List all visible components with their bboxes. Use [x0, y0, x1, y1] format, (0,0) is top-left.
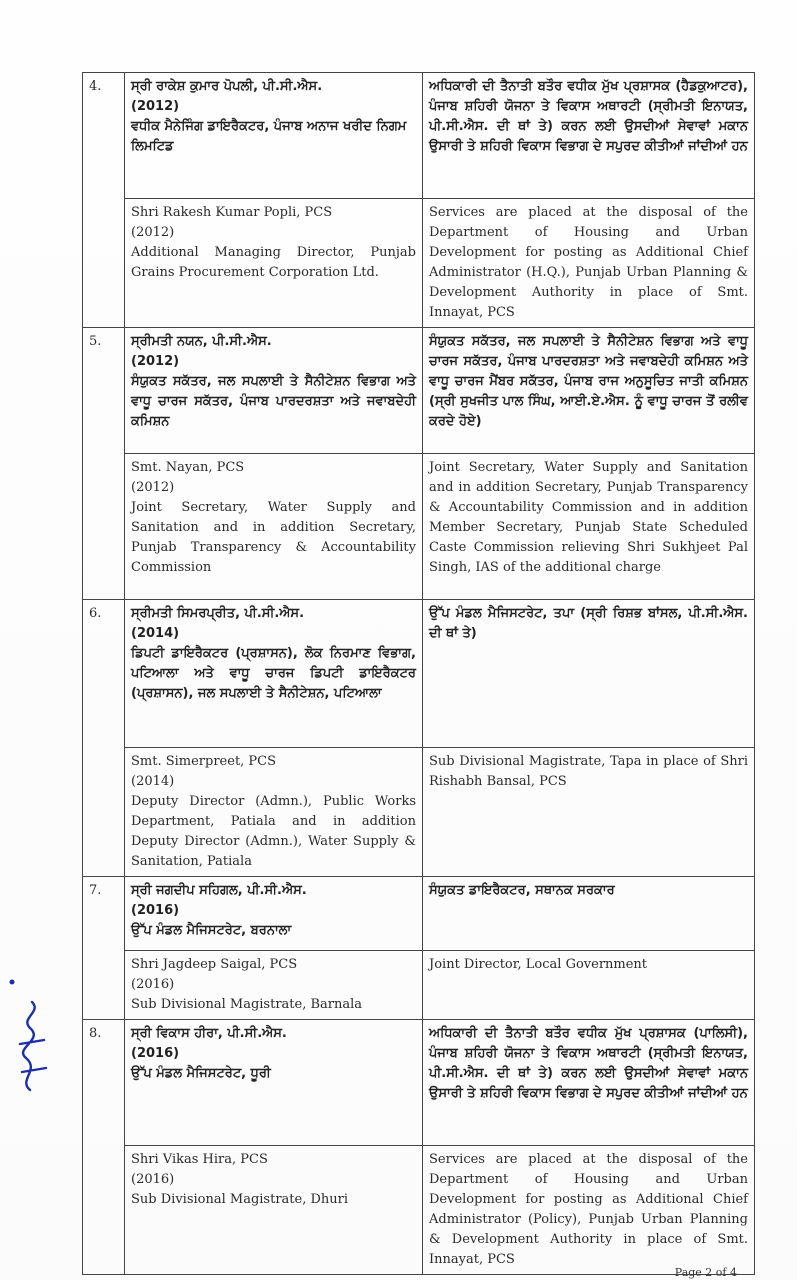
new-posting-english: Services are placed at the disposal of the Department of Housing and Urban Development for posting as Additional Chief Administrator (Policy), Punjab Urban Planning & Development Authority in place of Smt. Innayat, PCS — [423, 1146, 755, 1275]
current-post: Additional Managing Director, Punjab Grains Procurement Corporation Ltd. — [131, 245, 416, 280]
officer-name: Smt. Nayan, PCS — [131, 460, 245, 475]
current-post: Sub Divisional Magistrate, Dhuri — [131, 1192, 349, 1207]
handwritten-signature — [0, 960, 60, 1100]
batch-year: (2016) — [131, 903, 180, 918]
officer-name: ਸ੍ਰੀ ਵਿਕਾਸ ਹੀਰਾ, ਪੀ.ਸੀ.ਐਸ. — [131, 1026, 287, 1041]
current-post: ਵਧੀਕ ਮੈਨੇਜਿੰਗ ਡਾਇਰੈਕਟਰ, ਪੰਜਾਬ ਅਨਾਜ ਖਰੀਦ ਨਿਗਮ ਲਿਮਟਿਡ — [131, 119, 407, 154]
batch-year: (2014) — [131, 774, 175, 789]
new-posting-punjabi: ਸੰਯੁਕਤ ਡਾਇਰੈਕਟਰ, ਸਥਾਨਕ ਸਰਕਾਰ — [423, 877, 755, 951]
table-row — [83, 877, 755, 951]
table-row — [83, 748, 755, 877]
table-row — [83, 1146, 755, 1275]
officer-name-english — [125, 748, 423, 877]
officer-name: ਸ੍ਰੀ ਰਾਕੇਸ਼ ਕੁਮਾਰ ਪੋਪਲੀ, ਪੀ.ਸੀ.ਐਸ. — [131, 79, 323, 94]
officer-name-punjabi — [125, 1020, 423, 1146]
batch-year: (2016) — [131, 1046, 180, 1061]
table-row — [83, 600, 755, 748]
officer-name: ਸ੍ਰੀਮਤੀ ਸਿਮਰਪ੍ਰੀਤ, ਪੀ.ਸੀ.ਐਸ. — [131, 606, 305, 621]
officer-name-punjabi — [125, 600, 423, 748]
new-posting-english: Sub Divisional Magistrate, Tapa in place of Shri Rishabh Bansal, PCS — [423, 748, 755, 877]
transfer-orders-table — [82, 72, 755, 1275]
batch-year: (2016) — [131, 977, 175, 992]
table-row — [83, 199, 755, 328]
officer-name-english — [125, 951, 423, 1020]
current-post: Deputy Director (Admn.), Public Works Department, Patiala and in addition Deputy Director (Admn.), Water Supply & Sanitation, Patiala — [131, 794, 416, 869]
officer-name-english — [125, 1146, 423, 1275]
new-posting-english: Joint Director, Local Government — [423, 951, 755, 1020]
serial-number: 7. — [83, 877, 125, 1020]
current-post: ਉੱਪ ਮੰਡਲ ਮੈਜਿਸਟਰੇਟ, ਧੂਰੀ — [131, 1066, 271, 1081]
batch-year: (2012) — [131, 354, 180, 369]
current-post: ਸੰਯੁਕਤ ਸਕੱਤਰ, ਜਲ ਸਪਲਾਈ ਤੇ ਸੈਨੀਟੇਸ਼ਨ ਵਿਭਾਗ ਅਤੇ ਵਾਧੂ ਚਾਰਜ ਸਕੱਤਰ, ਪੰਜਾਬ ਪਾਰਦਰਸ਼ਤਾ ਅਤੇ ਜਵਾਬਦੇਹੀ ਕਮਿਸ਼ਨ — [131, 374, 416, 429]
serial-number: 5. — [83, 328, 125, 600]
officer-name-english — [125, 199, 423, 328]
batch-year: (2012) — [131, 99, 180, 114]
current-post: Joint Secretary, Water Supply and Sanitation and in addition Secretary, Punjab Transparency & Accountability Commission — [131, 500, 416, 575]
table-row — [83, 1020, 755, 1146]
new-posting-english: Services are placed at the disposal of the Department of Housing and Urban Development for posting as Additional Chief Administrator (H.Q.), Punjab Urban Planning & Development Authority in place of Smt. Innayat, PCS — [423, 199, 755, 328]
batch-year: (2014) — [131, 626, 180, 641]
serial-number: 4. — [83, 73, 125, 328]
officer-name: Smt. Simerpreet, PCS — [131, 754, 277, 769]
batch-year: (2012) — [131, 480, 175, 495]
new-posting-punjabi: ਉੱਪ ਮੰਡਲ ਮੈਜਿਸਟਰੇਟ, ਤਪਾ (ਸ੍ਰੀ ਰਿਸ਼ਭ ਬਾਂਸਲ, ਪੀ.ਸੀ.ਐਸ. ਦੀ ਥਾਂ ਤੇ) — [423, 600, 755, 748]
serial-number: 6. — [83, 600, 125, 877]
batch-year: (2012) — [131, 225, 175, 240]
officer-name-punjabi — [125, 877, 423, 951]
table-row — [83, 73, 755, 199]
batch-year: (2016) — [131, 1172, 175, 1187]
page-number: Page 2 of 4 — [674, 1266, 737, 1279]
table-row — [83, 951, 755, 1020]
officer-name: ਸ੍ਰੀਮਤੀ ਨਯਨ, ਪੀ.ਸੀ.ਐਸ. — [131, 334, 272, 349]
officer-name: Shri Rakesh Kumar Popli, PCS — [131, 205, 333, 220]
officer-name-punjabi — [125, 328, 423, 454]
current-post: ਉੱਪ ਮੰਡਲ ਮੈਜਿਸਟਰੇਟ, ਬਰਨਾਲਾ — [131, 923, 292, 938]
new-posting-punjabi: ਸੰਯੁਕਤ ਸਕੱਤਰ, ਜਲ ਸਪਲਾਈ ਤੇ ਸੈਨੀਟੇਸ਼ਨ ਵਿਭਾਗ ਅਤੇ ਵਾਧੂ ਚਾਰਜ ਸਕੱਤਰ, ਪੰਜਾਬ ਪਾਰਦਰਸ਼ਤਾ ਅਤੇ ਜਵਾਬਦੇਹੀ ਕਮਿਸ਼ਨ ਅਤੇ ਵਾਧੂ ਚਾਰਜ ਮੈਂਬਰ ਸਕੱਤਰ, ਪੰਜਾਬ ਰਾਜ ਅਨੁਸੂਚਿਤ ਜਾਤੀ ਕਮਿਸ਼ਨ (ਸ੍ਰੀ ਸੁਖਜੀਤ ਪਾਲ ਸਿੰਘ, ਆਈ.ਏ.ਐਸ. ਨੂੰ ਵਾਧੂ ਚਾਰਜ ਤੋਂ ਰਲੀਵ ਕਰਦੇ ਹੋਏ) — [423, 328, 755, 454]
current-post: ਡਿਪਟੀ ਡਾਇਰੈਕਟਰ (ਪ੍ਰਸ਼ਾਸਨ), ਲੋਕ ਨਿਰਮਾਣ ਵਿਭਾਗ, ਪਟਿਆਲਾ ਅਤੇ ਵਾਧੂ ਚਾਰਜ ਡਿਪਟੀ ਡਾਇਰੈਕਟਰ (ਪ੍ਰਸ਼ਾਸਨ), ਜਲ ਸਪਲਾਈ ਤੇ ਸੈਨੀਟੇਸ਼ਨ, ਪਟਿਆਲਾ — [131, 646, 416, 701]
officer-name: Shri Jagdeep Saigal, PCS — [131, 957, 298, 972]
serial-number: 8. — [83, 1020, 125, 1275]
current-post: Sub Divisional Magistrate, Barnala — [131, 997, 363, 1012]
officer-name: Shri Vikas Hira, PCS — [131, 1152, 268, 1167]
officer-name-punjabi — [125, 73, 423, 199]
table-row — [83, 328, 755, 454]
table-row — [83, 454, 755, 600]
new-posting-english: Joint Secretary, Water Supply and Sanitation and in addition Secretary, Punjab Transparency & Accountability Commission and in addition Member Secretary, Punjab State Scheduled Caste Commission relieving Shri Sukhjeet Pal Singh, IAS of the additional charge — [423, 454, 755, 600]
officer-name: ਸ੍ਰੀ ਜਗਦੀਪ ਸਹਿਗਲ, ਪੀ.ਸੀ.ਐਸ. — [131, 883, 307, 898]
officer-name-english — [125, 454, 423, 600]
new-posting-punjabi: ਅਧਿਕਾਰੀ ਦੀ ਤੈਨਾਤੀ ਬਤੌਰ ਵਧੀਕ ਮੁੱਖ ਪ੍ਰਸ਼ਾਸਕ (ਪਾਲਿਸੀ), ਪੰਜਾਬ ਸ਼ਹਿਰੀ ਯੋਜਨਾ ਤੇ ਵਿਕਾਸ ਅਥਾਰਟੀ (ਸ੍ਰੀਮਤੀ ਇਨਾਯਤ, ਪੀ.ਸੀ.ਐਸ. ਦੀ ਥਾਂ ਤੇ) ਕਰਨ ਲਈ ਉਸਦੀਆਂ ਸੇਵਾਵਾਂ ਮਕਾਨ ਉਸਾਰੀ ਤੇ ਸ਼ਹਿਰੀ ਵਿਕਾਸ ਵਿਭਾਗ ਦੇ ਸਪੁਰਦ ਕੀਤੀਆਂ ਜਾਂਦੀਆਂ ਹਨ — [423, 1020, 755, 1146]
new-posting-punjabi: ਅਧਿਕਾਰੀ ਦੀ ਤੈਨਾਤੀ ਬਤੌਰ ਵਧੀਕ ਮੁੱਖ ਪ੍ਰਸ਼ਾਸਕ (ਹੈਡਕੁਆਟਰ), ਪੰਜਾਬ ਸ਼ਹਿਰੀ ਯੋਜਨਾ ਤੇ ਵਿਕਾਸ ਅਥਾਰਟੀ (ਸ੍ਰੀਮਤੀ ਇਨਾਯਤ, ਪੀ.ਸੀ.ਐਸ. ਦੀ ਥਾਂ ਤੇ) ਕਰਨ ਲਈ ਉਸਦੀਆਂ ਸੇਵਾਵਾਂ ਮਕਾਨ ਉਸਾਰੀ ਤੇ ਸ਼ਹਿਰੀ ਵਿਕਾਸ ਵਿਭਾਗ ਦੇ ਸਪੁਰਦ ਕੀਤੀਆਂ ਜਾਂਦੀਆਂ ਹਨ — [423, 73, 755, 199]
